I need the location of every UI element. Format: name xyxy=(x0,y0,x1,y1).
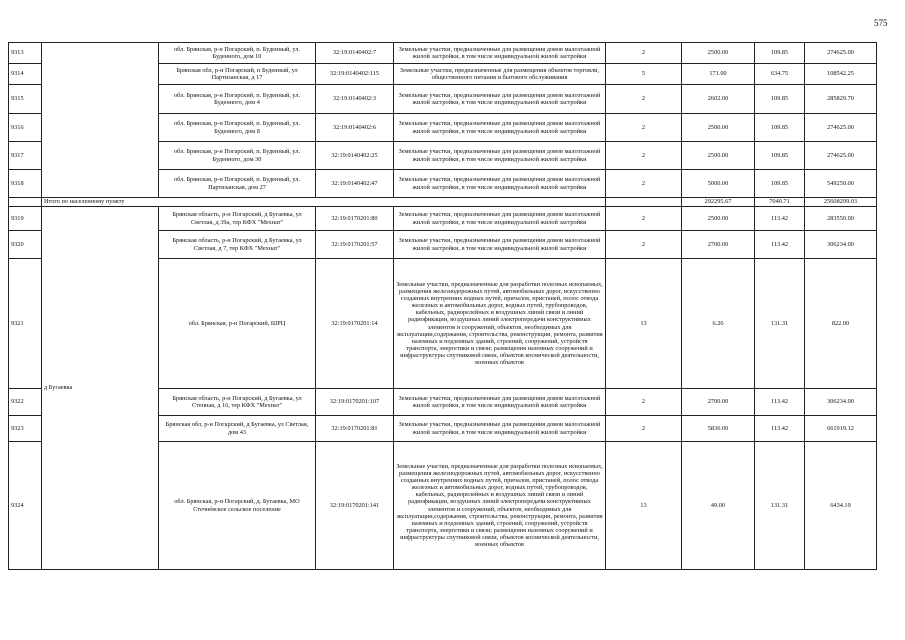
rate-cell: 131.31 xyxy=(755,259,805,389)
cadastral-number: 32:19:0170201:57 xyxy=(316,231,394,259)
total-value: 25608299.03 xyxy=(805,198,877,207)
cadastral-number: 32:19:0170201:81 xyxy=(316,416,394,442)
row-number: 9318 xyxy=(9,170,42,198)
area-cell: 6.26 xyxy=(682,259,755,389)
area-cell: 2700.00 xyxy=(682,231,755,259)
row-number: 9316 xyxy=(9,114,42,142)
row-number: 9321 xyxy=(9,259,42,389)
area-cell: 2500.00 xyxy=(682,142,755,170)
value-cell: 274625.00 xyxy=(805,43,877,64)
total-rate: 7040.71 xyxy=(755,198,805,207)
cadastral-value-table xyxy=(8,42,877,570)
address-cell: обл. Брянская, р-н Погарский, п. Буденный, ул. Буденного, дом 30 xyxy=(159,142,316,170)
value-cell: 285829.70 xyxy=(805,85,877,114)
group-number: 5 xyxy=(606,64,682,85)
land-use-cell: Земельные участки, предназначенные для размещения домов малоэтажной жилой застройки, в том числе индивидуальной жилой застройки xyxy=(394,416,606,442)
land-use-cell: Земельные участки, предназначенные для размещения домов малоэтажной жилой застройки, в том числе индивидуальной жилой застройки xyxy=(394,85,606,114)
row-number: 9324 xyxy=(9,442,42,570)
rate-cell: 109.85 xyxy=(755,85,805,114)
row-number: 9317 xyxy=(9,142,42,170)
value-cell: 306234.00 xyxy=(805,231,877,259)
cadastral-number: 32:19:0170201:14 xyxy=(316,259,394,389)
total-label: Итого по населенному пункту xyxy=(42,198,606,207)
row-number: 9315 xyxy=(9,85,42,114)
row-number: 9320 xyxy=(9,231,42,259)
area-cell: 2500.00 xyxy=(682,207,755,231)
area-cell: 2500.00 xyxy=(682,43,755,64)
group-number: 13 xyxy=(606,259,682,389)
land-use-cell: Земельные участки, предназначенные для разработки полезных ископаемых, размещения железнодорожных путей, автомобильных дорог, искусственно созданных внутренних водных путей, причалов, пристаней, полос отвода железных и автомобильных дорог, водных путей, трубопроводов, кабельных, радиорелейных и воздушных линий связи и линий радиофикации, воздушных линий электропередачи конструктивных элементов и сооружений, объектов, необходимых для эксплуатации,содержания, строительства, реконструкции, ремонта, развития наземных и подземных зданий, строений, сооружений, устройств транспорта, энергетики и связи; размещения наземных сооружений и инфраструктуры спутниковой связи, объектов космической деятельности, военных объектов xyxy=(394,259,606,389)
group-number: 2 xyxy=(606,416,682,442)
rate-cell: 113.42 xyxy=(755,207,805,231)
value-cell: 108542.25 xyxy=(805,64,877,85)
rate-cell: 634.75 xyxy=(755,64,805,85)
table-row xyxy=(9,207,877,231)
group-number: 2 xyxy=(606,114,682,142)
rate-cell: 109.85 xyxy=(755,170,805,198)
row-number: 9313 xyxy=(9,43,42,64)
land-use-cell: Земельные участки, предназначенные для размещения домов малоэтажной жилой застройки, в том числе индивидуальной жилой застройки xyxy=(394,43,606,64)
group-number: 2 xyxy=(606,207,682,231)
area-cell: 2700.00 xyxy=(682,389,755,416)
address-cell: обл. Брянская, р-н Погарский, п. Буденный, ул. Буденного, дом 8 xyxy=(159,114,316,142)
address-cell: обл. Брянская, р-н Погарский, д. Бугаевка, МО Стечнéвское сельское поселение xyxy=(159,442,316,570)
value-cell: 6434.19 xyxy=(805,442,877,570)
address-cell: Брянская область, р-н Погарский, д Бугаевка, ул Степная, д 16, тер КФХ "Мехнат" xyxy=(159,389,316,416)
rate-cell: 113.42 xyxy=(755,231,805,259)
page-number: 575 xyxy=(874,18,888,28)
value-cell: 549250.00 xyxy=(805,170,877,198)
rate-cell: 131.31 xyxy=(755,442,805,570)
cadastral-number: 32:19:0140402:3 xyxy=(316,85,394,114)
rate-cell: 113.42 xyxy=(755,416,805,442)
cadastral-number: 32:19:0140402:7 xyxy=(316,43,394,64)
group-number: 13 xyxy=(606,442,682,570)
cadastral-number: 32:19:0140402:47 xyxy=(316,170,394,198)
address-cell: Брянская обл, р-н Погарский, д Бугаевка, ул Светлая, дом 43 xyxy=(159,416,316,442)
address-cell: обл. Брянская, р-н Погарский, п. Буденный, ул. Буденного, дом 4 xyxy=(159,85,316,114)
value-cell: 306234.00 xyxy=(805,389,877,416)
group-number: 2 xyxy=(606,389,682,416)
land-use-cell: Земельные участки, предназначенные для разработки полезных ископаемых, размещения железнодорожных путей, автомобильных дорог, искусственно созданных внутренних водных путей, причалов, пристаней, полос отвода железных и автомобильных дорог, водных путей, трубопроводов, кабельных, радиорелейных и воздушных линий связи и линий радиофикации, воздушных линий электропередачи конструктивных элементов и сооружений, объектов, необходимых для эксплуатации,содержания, строительства, реконструкции, ремонта, развития наземных и подземных зданий, строений, сооружений, устройств транспорта, энергетики и связи; размещения наземных сооружений и инфраструктуры спутниковой связи, объектов космической деятельности, военных объектов xyxy=(394,442,606,570)
land-use-cell: Земельные участки, предназначенные для размещения домов малоэтажной жилой застройки, в том числе индивидуальной жилой застройки xyxy=(394,142,606,170)
address-cell: Брянская область, р-н Погарский, д Бугаевка, ул Светлая, д 39а, тер КФХ "Мехнат" xyxy=(159,207,316,231)
value-cell: 661919.12 xyxy=(805,416,877,442)
group-number: 2 xyxy=(606,43,682,64)
address-cell: Брянская область, р-н Погарский, д Бугаевка, ул Светлая, д 7, тер КФХ "Мехнат" xyxy=(159,231,316,259)
total-row xyxy=(9,198,877,207)
land-use-cell: Земельные участки, предназначенные для размещения домов малоэтажной жилой застройки, в том числе индивидуальной жилой застройки xyxy=(394,231,606,259)
group-number: 2 xyxy=(606,85,682,114)
rate-cell: 109.85 xyxy=(755,142,805,170)
row-number: 9319 xyxy=(9,207,42,231)
group-number: 2 xyxy=(606,231,682,259)
land-use-cell: Земельные участки, предназначенные для размещения домов малоэтажной жилой застройки, в том числе индивидуальной жилой застройки xyxy=(394,170,606,198)
land-use-cell: Земельные участки, предназначенные для размещения объектов торговли, общественного питания и бытового обслуживания xyxy=(394,64,606,85)
address-cell: обл. Брянская, р-н Погарский, п. Буденный, ул. Буденного, дом 10 xyxy=(159,43,316,64)
rate-cell: 109.85 xyxy=(755,43,805,64)
land-use-cell: Земельные участки, предназначенные для размещения домов малоэтажной жилой застройки, в том числе индивидуальной жилой застройки xyxy=(394,114,606,142)
cadastral-number: 32:19:0140402:115 xyxy=(316,64,394,85)
group-number: 2 xyxy=(606,170,682,198)
table-row xyxy=(9,43,877,64)
row-number: 9323 xyxy=(9,416,42,442)
rate-cell: 113.42 xyxy=(755,389,805,416)
address-cell: обл. Брянская, р-н Погарский, ШРЦ xyxy=(159,259,316,389)
cadastral-number: 32:19:0140402:6 xyxy=(316,114,394,142)
group-number: 2 xyxy=(606,142,682,170)
area-cell: 5000.00 xyxy=(682,170,755,198)
settlement-name: д Бугаевка xyxy=(42,207,159,570)
address-cell: обл. Брянская, р-н Погарский, п. Буденный, ул. Партизанская, дом 27 xyxy=(159,170,316,198)
cadastral-number: 32:19:0140402:25 xyxy=(316,142,394,170)
land-use-cell: Земельные участки, предназначенные для размещения домов малоэтажной жилой застройки, в том числе индивидуальной жилой застройки xyxy=(394,389,606,416)
value-cell: 274625.00 xyxy=(805,114,877,142)
cadastral-number: 32:19:0170201:107 xyxy=(316,389,394,416)
area-cell: 171.00 xyxy=(682,64,755,85)
cadastral-number: 32:19:0170201:141 xyxy=(316,442,394,570)
total-area: 292295.67 xyxy=(682,198,755,207)
row-number: 9314 xyxy=(9,64,42,85)
land-use-cell: Земельные участки, предназначенные для размещения домов малоэтажной жилой застройки, в том числе индивидуальной жилой застройки xyxy=(394,207,606,231)
value-cell: 274625.00 xyxy=(805,142,877,170)
cadastral-number: 32:19:0170201:80 xyxy=(316,207,394,231)
area-cell: 5836.00 xyxy=(682,416,755,442)
rate-cell: 109.85 xyxy=(755,114,805,142)
area-cell: 2602.00 xyxy=(682,85,755,114)
area-cell: 49.00 xyxy=(682,442,755,570)
value-cell: 822.00 xyxy=(805,259,877,389)
row-number: 9322 xyxy=(9,389,42,416)
value-cell: 283550.00 xyxy=(805,207,877,231)
address-cell: Брянская обл, р-н Погарский, п Буденный, ул Партизанская, д 17 xyxy=(159,64,316,85)
area-cell: 2500.00 xyxy=(682,114,755,142)
